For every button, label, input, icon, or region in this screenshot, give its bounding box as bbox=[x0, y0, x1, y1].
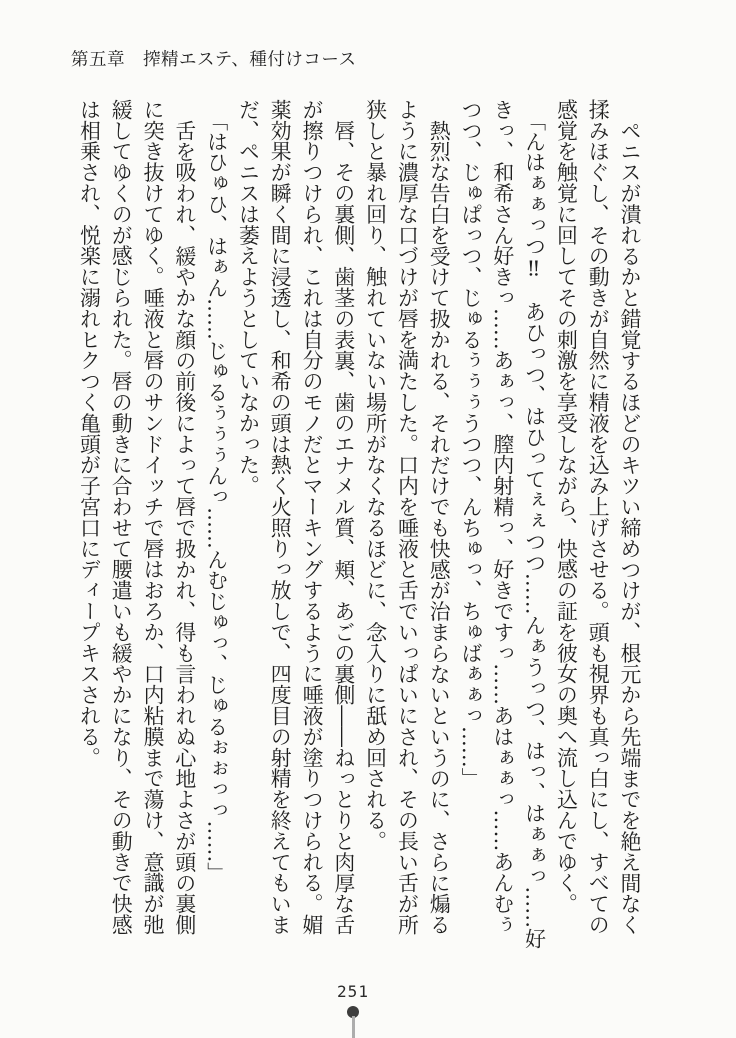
text-column: 「んはぁぁっつ‼ あひっつ、はひってぇぇつつ……んぁうっつ、はっ、はぁぁっ……好 bbox=[521, 110, 546, 950]
text-column: ペニスが潰れるかと錯覚するほどのキツい締めつけが、根元から先端までを絶え間なく bbox=[617, 119, 641, 935]
text-column: は相乗され、悦楽に溺れヒクつく亀頭が子宮口にディープキスされる。 bbox=[76, 99, 101, 768]
text-column: 緩してゆくのが感じられた。唇の動きに合わせて腰遣いも緩やかになり、その動きで快感 bbox=[108, 99, 133, 935]
text-column: 感覚を触覚に回してその刺激を享受しながら、快感の証を彼女の奥へ流し込んでゆく。 bbox=[553, 99, 578, 915]
page-number: 251 bbox=[337, 982, 369, 1001]
text-column: 狭しと暴れ回り、触れていない場所がなくなるほどに、念入りに舐め回される。 bbox=[362, 99, 387, 852]
progress-pin-line bbox=[352, 1016, 355, 1038]
text-column: ように濃厚な口づけが唇を満たした。口内を唾液と舌でいっぱいにされ、その長い舌が所 bbox=[394, 99, 419, 935]
text-column: 舌を吸われ、緩やかな顔の前後によって唇で扱かれ、得も言われぬ心地よさが頭の裏側 bbox=[171, 119, 196, 935]
text-column: に突き抜けてゆく。唾液と唇のサンドイッチで唇はおろか、口内粘膜まで蕩け、意識が弛 bbox=[140, 99, 165, 935]
text-column: 揉みほぐし、その動きが自然に精液を込み上げさせる。頭も視界も真っ白にし、すべての bbox=[585, 99, 610, 935]
text-column: 熱烈な告白を受けて扱かれる、それだけでも快感が治まらないというのに、さらに煽る bbox=[426, 119, 451, 935]
text-column: だ、ペニスは萎えようとしていなかった。 bbox=[235, 99, 260, 497]
text-column: 「はひゅひ、はぁん……じゅるぅぅぅんっ……んむじゅっ、じゅるぉぉっっ……」 bbox=[203, 110, 228, 884]
text-column: が擦りつけられ、これは自分のモノだとマーキングするように唾液が塗りつけられる。媚 bbox=[299, 99, 324, 935]
text-column: つつ、じゅぱっつ、じゅるぅぅぅうつつ、んちゅっ、ちゅばぁぁっ……」 bbox=[458, 99, 483, 789]
body-text bbox=[71, 99, 644, 963]
text-column: 薬効果が瞬く間に浸透し、和希の頭は熱く火照りっ放しで、四度目の射精を終えてもいま bbox=[267, 99, 292, 935]
chapter-title: 第五章 搾精エステ、種付けコース bbox=[71, 50, 357, 70]
text-column: きっ、和希さん好きっ……あぁっ、膣内射精っ、好きですっ……あはぁぁっ……あんむぅ bbox=[489, 99, 514, 935]
text-column: 唇、その裏側、歯茎の表裏、歯のエナメル質、頬、あごの裏側――ねっとりと肉厚な舌 bbox=[330, 119, 355, 935]
